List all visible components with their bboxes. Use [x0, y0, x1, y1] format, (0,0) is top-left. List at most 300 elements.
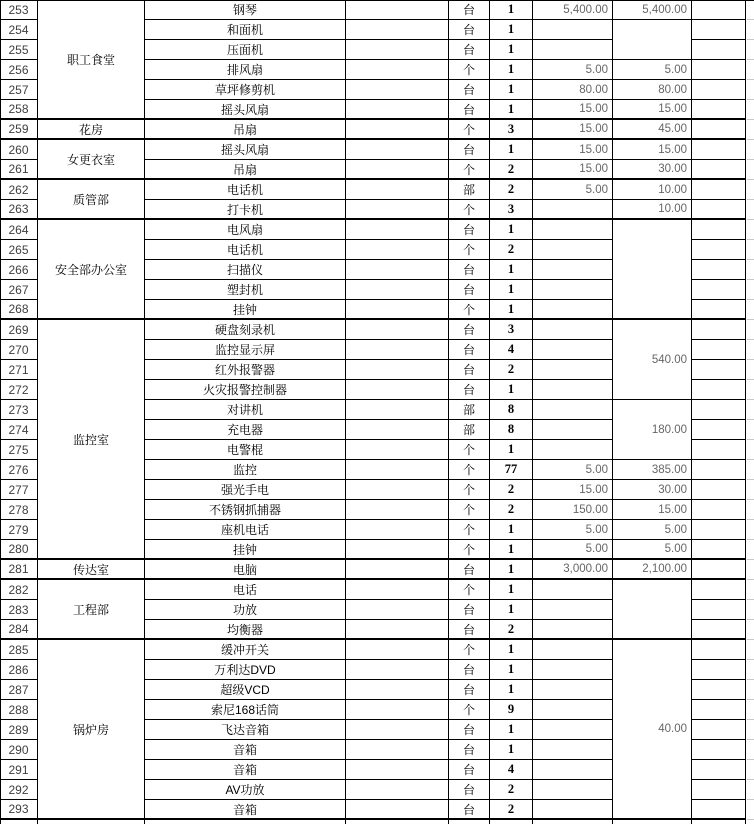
cell-r279-total-amount[interactable]: 5.00: [613, 520, 692, 540]
cell-r283-row-number[interactable]: 283: [0, 600, 38, 620]
cell-r283-spec-empty[interactable]: [346, 600, 449, 620]
cell-partial-row[interactable]: [449, 820, 490, 824]
cell-r259-total-amount[interactable]: 45.00: [613, 120, 692, 140]
cell-r284-spec-empty[interactable]: [346, 620, 449, 640]
cell-r289-item-name[interactable]: 飞达音箱: [145, 720, 346, 740]
cell-r257-row-number[interactable]: 257: [0, 80, 38, 100]
cell-r282-unit-price[interactable]: [533, 580, 613, 600]
cell-r266-spec-empty[interactable]: [346, 260, 449, 280]
cell-r276-unit-price[interactable]: 5.00: [533, 460, 613, 480]
cell-r285-quantity[interactable]: 1: [490, 640, 533, 660]
cell-r264-total-amount[interactable]: [613, 220, 692, 320]
cell-r285-unit[interactable]: 个: [449, 640, 490, 660]
cell-r292-unit[interactable]: 台: [449, 780, 490, 800]
cell-r261-trailing-empty[interactable]: [692, 160, 746, 180]
cell-r281-trailing-empty[interactable]: [692, 560, 746, 580]
cell-r259-item-name[interactable]: 吊扇: [145, 120, 346, 140]
cell-r265-quantity[interactable]: 2: [490, 240, 533, 260]
cell-r271-row-number[interactable]: 271: [0, 360, 38, 380]
cell-r287-unit-price[interactable]: [533, 680, 613, 700]
cell-r280-row-number[interactable]: 280: [0, 540, 38, 560]
cell-r282-spec-empty[interactable]: [346, 580, 449, 600]
cell-r261-item-name[interactable]: 吊扇: [145, 160, 346, 180]
cell-r293-unit-price[interactable]: [533, 800, 613, 820]
cell-r279-unit[interactable]: 个: [449, 520, 490, 540]
cell-partial-row[interactable]: [38, 820, 145, 824]
cell-r264-department[interactable]: 安全部办公室: [38, 220, 145, 320]
cell-r274-quantity[interactable]: 8: [490, 420, 533, 440]
cell-r262-item-name[interactable]: 电话机: [145, 180, 346, 200]
cell-r291-quantity[interactable]: 4: [490, 760, 533, 780]
cell-r256-spec-empty[interactable]: [346, 60, 449, 80]
cell-r278-total-amount[interactable]: 15.00: [613, 500, 692, 520]
cell-r283-unit-price[interactable]: [533, 600, 613, 620]
cell-r279-quantity[interactable]: 1: [490, 520, 533, 540]
cell-r258-unit[interactable]: 台: [449, 100, 490, 120]
cell-r274-unit[interactable]: 部: [449, 420, 490, 440]
cell-r281-unit-price[interactable]: 3,000.00: [533, 560, 613, 580]
cell-r275-spec-empty[interactable]: [346, 440, 449, 460]
cell-r290-item-name[interactable]: 音箱: [145, 740, 346, 760]
cell-r289-unit[interactable]: 台: [449, 720, 490, 740]
cell-r268-unit[interactable]: 个: [449, 300, 490, 320]
cell-r253-total-amount[interactable]: 5,400.00: [613, 0, 692, 20]
cell-r254-item-name[interactable]: 和面机: [145, 20, 346, 40]
cell-r258-quantity[interactable]: 1: [490, 100, 533, 120]
cell-r287-row-number[interactable]: 287: [0, 680, 38, 700]
cell-r280-trailing-empty[interactable]: [692, 540, 746, 560]
cell-r285-spec-empty[interactable]: [346, 640, 449, 660]
cell-r261-unit[interactable]: 个: [449, 160, 490, 180]
cell-r287-unit[interactable]: 台: [449, 680, 490, 700]
cell-r258-unit-price[interactable]: 15.00: [533, 100, 613, 120]
cell-r284-row-number[interactable]: 284: [0, 620, 38, 640]
cell-r276-quantity[interactable]: 77: [490, 460, 533, 480]
cell-r269-row-number[interactable]: 269: [0, 320, 38, 340]
cell-partial-row[interactable]: [490, 820, 533, 824]
cell-r285-row-number[interactable]: 285: [0, 640, 38, 660]
cell-r290-row-number[interactable]: 290: [0, 740, 38, 760]
cell-r284-item-name[interactable]: 均衡器: [145, 620, 346, 640]
cell-r269-unit-price[interactable]: [533, 320, 613, 340]
cell-r281-quantity[interactable]: 1: [490, 560, 533, 580]
cell-r276-unit[interactable]: 个: [449, 460, 490, 480]
cell-r282-unit[interactable]: 个: [449, 580, 490, 600]
cell-partial-row[interactable]: [145, 820, 346, 824]
cell-r275-trailing-empty[interactable]: [692, 440, 746, 460]
cell-r286-trailing-empty[interactable]: [692, 660, 746, 680]
cell-r281-total-amount[interactable]: 2,100.00: [613, 560, 692, 580]
cell-r290-trailing-empty[interactable]: [692, 740, 746, 760]
cell-r253-item-name[interactable]: 钢琴: [145, 0, 346, 20]
cell-r291-unit[interactable]: 台: [449, 760, 490, 780]
cell-r272-row-number[interactable]: 272: [0, 380, 38, 400]
cell-r254-trailing-empty[interactable]: [692, 20, 746, 40]
cell-r265-spec-empty[interactable]: [346, 240, 449, 260]
cell-r274-unit-price[interactable]: [533, 420, 613, 440]
cell-r262-unit-price[interactable]: 5.00: [533, 180, 613, 200]
cell-r257-quantity[interactable]: 1: [490, 80, 533, 100]
cell-r278-unit-price[interactable]: 150.00: [533, 500, 613, 520]
cell-r274-row-number[interactable]: 274: [0, 420, 38, 440]
cell-r263-row-number[interactable]: 263: [0, 200, 38, 220]
cell-r261-total-amount[interactable]: 30.00: [613, 160, 692, 180]
cell-r285-total-amount[interactable]: 40.00: [613, 640, 692, 820]
cell-r271-unit-price[interactable]: [533, 360, 613, 380]
cell-r266-row-number[interactable]: 266: [0, 260, 38, 280]
cell-r270-quantity[interactable]: 4: [490, 340, 533, 360]
cell-r261-row-number[interactable]: 261: [0, 160, 38, 180]
cell-r275-unit-price[interactable]: [533, 440, 613, 460]
cell-r265-unit[interactable]: 个: [449, 240, 490, 260]
cell-r281-spec-empty[interactable]: [346, 560, 449, 580]
cell-r271-quantity[interactable]: 2: [490, 360, 533, 380]
cell-partial-row[interactable]: [692, 820, 746, 824]
cell-r254-quantity[interactable]: 1: [490, 20, 533, 40]
cell-r268-row-number[interactable]: 268: [0, 300, 38, 320]
cell-r284-unit-price[interactable]: [533, 620, 613, 640]
cell-r278-row-number[interactable]: 278: [0, 500, 38, 520]
cell-r264-spec-empty[interactable]: [346, 220, 449, 240]
cell-r260-spec-empty[interactable]: [346, 140, 449, 160]
cell-r269-quantity[interactable]: 3: [490, 320, 533, 340]
cell-r289-unit-price[interactable]: [533, 720, 613, 740]
cell-r267-quantity[interactable]: 1: [490, 280, 533, 300]
cell-r291-trailing-empty[interactable]: [692, 760, 746, 780]
cell-r274-spec-empty[interactable]: [346, 420, 449, 440]
cell-r257-total-amount[interactable]: 80.00: [613, 80, 692, 100]
cell-r253-spec-empty[interactable]: [346, 0, 449, 20]
cell-r287-quantity[interactable]: 1: [490, 680, 533, 700]
cell-r263-unit[interactable]: 个: [449, 200, 490, 220]
cell-r276-trailing-empty[interactable]: [692, 460, 746, 480]
cell-r259-row-number[interactable]: 259: [0, 120, 38, 140]
cell-r270-unit[interactable]: 台: [449, 340, 490, 360]
cell-r281-item-name[interactable]: 电脑: [145, 560, 346, 580]
cell-r290-unit[interactable]: 台: [449, 740, 490, 760]
cell-r255-quantity[interactable]: 1: [490, 40, 533, 60]
cell-r292-trailing-empty[interactable]: [692, 780, 746, 800]
cell-r267-item-name[interactable]: 塑封机: [145, 280, 346, 300]
cell-r271-trailing-empty[interactable]: [692, 360, 746, 380]
cell-r280-spec-empty[interactable]: [346, 540, 449, 560]
cell-r277-item-name[interactable]: 强光手电: [145, 480, 346, 500]
cell-r286-row-number[interactable]: 286: [0, 660, 38, 680]
cell-r264-unit-price[interactable]: [533, 220, 613, 240]
cell-r292-row-number[interactable]: 292: [0, 780, 38, 800]
cell-r257-item-name[interactable]: 草坪修剪机: [145, 80, 346, 100]
cell-r255-item-name[interactable]: 压面机: [145, 40, 346, 60]
cell-r260-unit-price[interactable]: 15.00: [533, 140, 613, 160]
cell-r286-spec-empty[interactable]: [346, 660, 449, 680]
cell-r253-department[interactable]: 职工食堂: [38, 0, 145, 120]
cell-r262-department[interactable]: 质管部: [38, 180, 145, 220]
cell-r268-item-name[interactable]: 挂钟: [145, 300, 346, 320]
cell-r257-spec-empty[interactable]: [346, 80, 449, 100]
cell-r282-trailing-empty[interactable]: [692, 580, 746, 600]
cell-r261-quantity[interactable]: 2: [490, 160, 533, 180]
cell-r291-row-number[interactable]: 291: [0, 760, 38, 780]
cell-r278-unit[interactable]: 个: [449, 500, 490, 520]
cell-r254-unit[interactable]: 台: [449, 20, 490, 40]
cell-r285-department[interactable]: 锅炉房: [38, 640, 145, 820]
cell-r269-item-name[interactable]: 硬盘刻录机: [145, 320, 346, 340]
cell-r285-unit-price[interactable]: [533, 640, 613, 660]
cell-r290-quantity[interactable]: 1: [490, 740, 533, 760]
cell-r256-item-name[interactable]: 排风扇: [145, 60, 346, 80]
cell-r254-unit-price[interactable]: [533, 20, 613, 40]
cell-r260-unit[interactable]: 台: [449, 140, 490, 160]
cell-r272-quantity[interactable]: 1: [490, 380, 533, 400]
cell-r269-spec-empty[interactable]: [346, 320, 449, 340]
cell-r282-quantity[interactable]: 1: [490, 580, 533, 600]
cell-r267-trailing-empty[interactable]: [692, 280, 746, 300]
cell-r278-item-name[interactable]: 不锈钢抓捕器: [145, 500, 346, 520]
cell-r276-spec-empty[interactable]: [346, 460, 449, 480]
cell-r275-item-name[interactable]: 电警棍: [145, 440, 346, 460]
cell-r268-unit-price[interactable]: [533, 300, 613, 320]
cell-r292-item-name[interactable]: AV功放: [145, 780, 346, 800]
cell-r286-unit-price[interactable]: [533, 660, 613, 680]
cell-r254-spec-empty[interactable]: [346, 20, 449, 40]
cell-r289-spec-empty[interactable]: [346, 720, 449, 740]
cell-r271-spec-empty[interactable]: [346, 360, 449, 380]
cell-r288-quantity[interactable]: 9: [490, 700, 533, 720]
cell-r273-spec-empty[interactable]: [346, 400, 449, 420]
cell-r280-unit-price[interactable]: 5.00: [533, 540, 613, 560]
cell-r273-unit[interactable]: 部: [449, 400, 490, 420]
cell-r260-quantity[interactable]: 1: [490, 140, 533, 160]
cell-r253-quantity[interactable]: 1: [490, 0, 533, 20]
cell-r265-item-name[interactable]: 电话机: [145, 240, 346, 260]
cell-r257-trailing-empty[interactable]: [692, 80, 746, 100]
cell-r264-item-name[interactable]: 电风扇: [145, 220, 346, 240]
cell-r266-trailing-empty[interactable]: [692, 260, 746, 280]
cell-r264-row-number[interactable]: 264: [0, 220, 38, 240]
cell-r258-spec-empty[interactable]: [346, 100, 449, 120]
cell-r256-unit[interactable]: 个: [449, 60, 490, 80]
cell-r280-item-name[interactable]: 挂钟: [145, 540, 346, 560]
cell-r255-unit-price[interactable]: [533, 40, 613, 60]
cell-r291-spec-empty[interactable]: [346, 760, 449, 780]
cell-r278-spec-empty[interactable]: [346, 500, 449, 520]
cell-r255-trailing-empty[interactable]: [692, 40, 746, 60]
cell-r285-item-name[interactable]: 缓冲开关: [145, 640, 346, 660]
cell-r272-trailing-empty[interactable]: [692, 380, 746, 400]
cell-r271-item-name[interactable]: 红外报警器: [145, 360, 346, 380]
cell-r267-unit[interactable]: 台: [449, 280, 490, 300]
cell-r276-item-name[interactable]: 监控: [145, 460, 346, 480]
cell-r274-item-name[interactable]: 充电器: [145, 420, 346, 440]
cell-r275-row-number[interactable]: 275: [0, 440, 38, 460]
cell-r270-spec-empty[interactable]: [346, 340, 449, 360]
cell-r279-row-number[interactable]: 279: [0, 520, 38, 540]
cell-r280-total-amount[interactable]: 5.00: [613, 540, 692, 560]
cell-r268-trailing-empty[interactable]: [692, 300, 746, 320]
cell-r269-department[interactable]: 监控室: [38, 320, 145, 560]
cell-r287-spec-empty[interactable]: [346, 680, 449, 700]
cell-r259-unit[interactable]: 个: [449, 120, 490, 140]
cell-r271-unit[interactable]: 台: [449, 360, 490, 380]
cell-r281-row-number[interactable]: 281: [0, 560, 38, 580]
cell-r264-quantity[interactable]: 1: [490, 220, 533, 240]
cell-r289-quantity[interactable]: 1: [490, 720, 533, 740]
cell-r253-unit-price[interactable]: 5,400.00: [533, 0, 613, 20]
cell-r263-spec-empty[interactable]: [346, 200, 449, 220]
cell-r259-quantity[interactable]: 3: [490, 120, 533, 140]
cell-r254-total-amount[interactable]: [613, 20, 692, 60]
cell-r264-unit[interactable]: 台: [449, 220, 490, 240]
cell-r285-trailing-empty[interactable]: [692, 640, 746, 660]
cell-r272-unit[interactable]: 台: [449, 380, 490, 400]
cell-r253-row-number[interactable]: 253: [0, 0, 38, 20]
cell-r272-item-name[interactable]: 火灾报警控制器: [145, 380, 346, 400]
cell-r257-unit-price[interactable]: 80.00: [533, 80, 613, 100]
cell-r264-trailing-empty[interactable]: [692, 220, 746, 240]
cell-r270-trailing-empty[interactable]: [692, 340, 746, 360]
cell-r266-quantity[interactable]: 1: [490, 260, 533, 280]
cell-r293-spec-empty[interactable]: [346, 800, 449, 820]
cell-partial-row[interactable]: [0, 820, 38, 824]
cell-r293-item-name[interactable]: 音箱: [145, 800, 346, 820]
cell-r277-spec-empty[interactable]: [346, 480, 449, 500]
cell-r253-unit[interactable]: 台: [449, 0, 490, 20]
cell-r277-unit[interactable]: 个: [449, 480, 490, 500]
cell-r276-row-number[interactable]: 276: [0, 460, 38, 480]
cell-r273-total-amount[interactable]: 180.00: [613, 400, 692, 460]
cell-r281-department[interactable]: 传达室: [38, 560, 145, 580]
cell-r288-trailing-empty[interactable]: [692, 700, 746, 720]
cell-r277-trailing-empty[interactable]: [692, 480, 746, 500]
cell-r270-item-name[interactable]: 监控显示屏: [145, 340, 346, 360]
cell-r266-unit-price[interactable]: [533, 260, 613, 280]
cell-r267-spec-empty[interactable]: [346, 280, 449, 300]
cell-r257-unit[interactable]: 台: [449, 80, 490, 100]
cell-r280-unit[interactable]: 个: [449, 540, 490, 560]
cell-r265-unit-price[interactable]: [533, 240, 613, 260]
cell-r273-quantity[interactable]: 8: [490, 400, 533, 420]
cell-r256-trailing-empty[interactable]: [692, 60, 746, 80]
cell-r266-item-name[interactable]: 扫描仪: [145, 260, 346, 280]
cell-r265-row-number[interactable]: 265: [0, 240, 38, 260]
cell-partial-row[interactable]: [346, 820, 449, 824]
cell-r261-spec-empty[interactable]: [346, 160, 449, 180]
cell-r269-total-amount[interactable]: 540.00: [613, 320, 692, 400]
cell-r265-trailing-empty[interactable]: [692, 240, 746, 260]
cell-r284-trailing-empty[interactable]: [692, 620, 746, 640]
cell-r262-unit[interactable]: 部: [449, 180, 490, 200]
cell-r262-trailing-empty[interactable]: [692, 180, 746, 200]
cell-r279-trailing-empty[interactable]: [692, 520, 746, 540]
cell-partial-row[interactable]: [613, 820, 692, 824]
cell-r278-quantity[interactable]: 2: [490, 500, 533, 520]
cell-r288-spec-empty[interactable]: [346, 700, 449, 720]
cell-r263-quantity[interactable]: 3: [490, 200, 533, 220]
cell-r292-unit-price[interactable]: [533, 780, 613, 800]
cell-r267-unit-price[interactable]: [533, 280, 613, 300]
cell-r259-department[interactable]: 花房: [38, 120, 145, 140]
cell-r288-unit[interactable]: 个: [449, 700, 490, 720]
cell-r277-quantity[interactable]: 2: [490, 480, 533, 500]
cell-r260-department[interactable]: 女更衣室: [38, 140, 145, 180]
cell-r286-item-name[interactable]: 万利达DVD: [145, 660, 346, 680]
cell-r274-trailing-empty[interactable]: [692, 420, 746, 440]
cell-r280-quantity[interactable]: 1: [490, 540, 533, 560]
cell-r256-row-number[interactable]: 256: [0, 60, 38, 80]
cell-r282-total-amount[interactable]: [613, 580, 692, 640]
cell-r275-unit[interactable]: 个: [449, 440, 490, 460]
cell-r279-spec-empty[interactable]: [346, 520, 449, 540]
cell-r291-unit-price[interactable]: [533, 760, 613, 780]
cell-r281-unit[interactable]: 台: [449, 560, 490, 580]
cell-r259-trailing-empty[interactable]: [692, 120, 746, 140]
cell-r279-unit-price[interactable]: 5.00: [533, 520, 613, 540]
cell-r288-item-name[interactable]: 索尼168话筒: [145, 700, 346, 720]
cell-r291-item-name[interactable]: 音箱: [145, 760, 346, 780]
cell-r260-total-amount[interactable]: 15.00: [613, 140, 692, 160]
cell-r270-row-number[interactable]: 270: [0, 340, 38, 360]
cell-r293-trailing-empty[interactable]: [692, 800, 746, 820]
cell-r282-item-name[interactable]: 电话: [145, 580, 346, 600]
cell-r269-trailing-empty[interactable]: [692, 320, 746, 340]
cell-r284-unit[interactable]: 台: [449, 620, 490, 640]
cell-r263-unit-price[interactable]: [533, 200, 613, 220]
cell-r273-trailing-empty[interactable]: [692, 400, 746, 420]
cell-r263-total-amount[interactable]: 10.00: [613, 200, 692, 220]
cell-r261-unit-price[interactable]: 15.00: [533, 160, 613, 180]
cell-r290-spec-empty[interactable]: [346, 740, 449, 760]
cell-r289-row-number[interactable]: 289: [0, 720, 38, 740]
cell-r263-item-name[interactable]: 打卡机: [145, 200, 346, 220]
cell-r289-trailing-empty[interactable]: [692, 720, 746, 740]
cell-r283-trailing-empty[interactable]: [692, 600, 746, 620]
cell-r266-unit[interactable]: 台: [449, 260, 490, 280]
cell-r284-quantity[interactable]: 2: [490, 620, 533, 640]
cell-r277-total-amount[interactable]: 30.00: [613, 480, 692, 500]
cell-r262-quantity[interactable]: 2: [490, 180, 533, 200]
cell-r270-unit-price[interactable]: [533, 340, 613, 360]
cell-r283-item-name[interactable]: 功放: [145, 600, 346, 620]
cell-r273-unit-price[interactable]: [533, 400, 613, 420]
cell-r283-quantity[interactable]: 1: [490, 600, 533, 620]
cell-r275-quantity[interactable]: 1: [490, 440, 533, 460]
cell-r256-quantity[interactable]: 1: [490, 60, 533, 80]
cell-r277-unit-price[interactable]: 15.00: [533, 480, 613, 500]
cell-r258-trailing-empty[interactable]: [692, 100, 746, 120]
cell-r287-trailing-empty[interactable]: [692, 680, 746, 700]
cell-r256-total-amount[interactable]: 5.00: [613, 60, 692, 80]
cell-r262-spec-empty[interactable]: [346, 180, 449, 200]
cell-r272-unit-price[interactable]: [533, 380, 613, 400]
cell-r283-unit[interactable]: 台: [449, 600, 490, 620]
cell-r262-total-amount[interactable]: 10.00: [613, 180, 692, 200]
cell-r292-quantity[interactable]: 2: [490, 780, 533, 800]
cell-r282-row-number[interactable]: 282: [0, 580, 38, 600]
cell-r268-spec-empty[interactable]: [346, 300, 449, 320]
cell-r288-row-number[interactable]: 288: [0, 700, 38, 720]
cell-r258-row-number[interactable]: 258: [0, 100, 38, 120]
cell-partial-row[interactable]: [533, 820, 613, 824]
cell-r293-quantity[interactable]: 2: [490, 800, 533, 820]
cell-r255-spec-empty[interactable]: [346, 40, 449, 60]
cell-r277-row-number[interactable]: 277: [0, 480, 38, 500]
cell-r262-row-number[interactable]: 262: [0, 180, 38, 200]
cell-r292-spec-empty[interactable]: [346, 780, 449, 800]
cell-r256-unit-price[interactable]: 5.00: [533, 60, 613, 80]
cell-r290-unit-price[interactable]: [533, 740, 613, 760]
cell-r287-item-name[interactable]: 超级VCD: [145, 680, 346, 700]
cell-r273-row-number[interactable]: 273: [0, 400, 38, 420]
